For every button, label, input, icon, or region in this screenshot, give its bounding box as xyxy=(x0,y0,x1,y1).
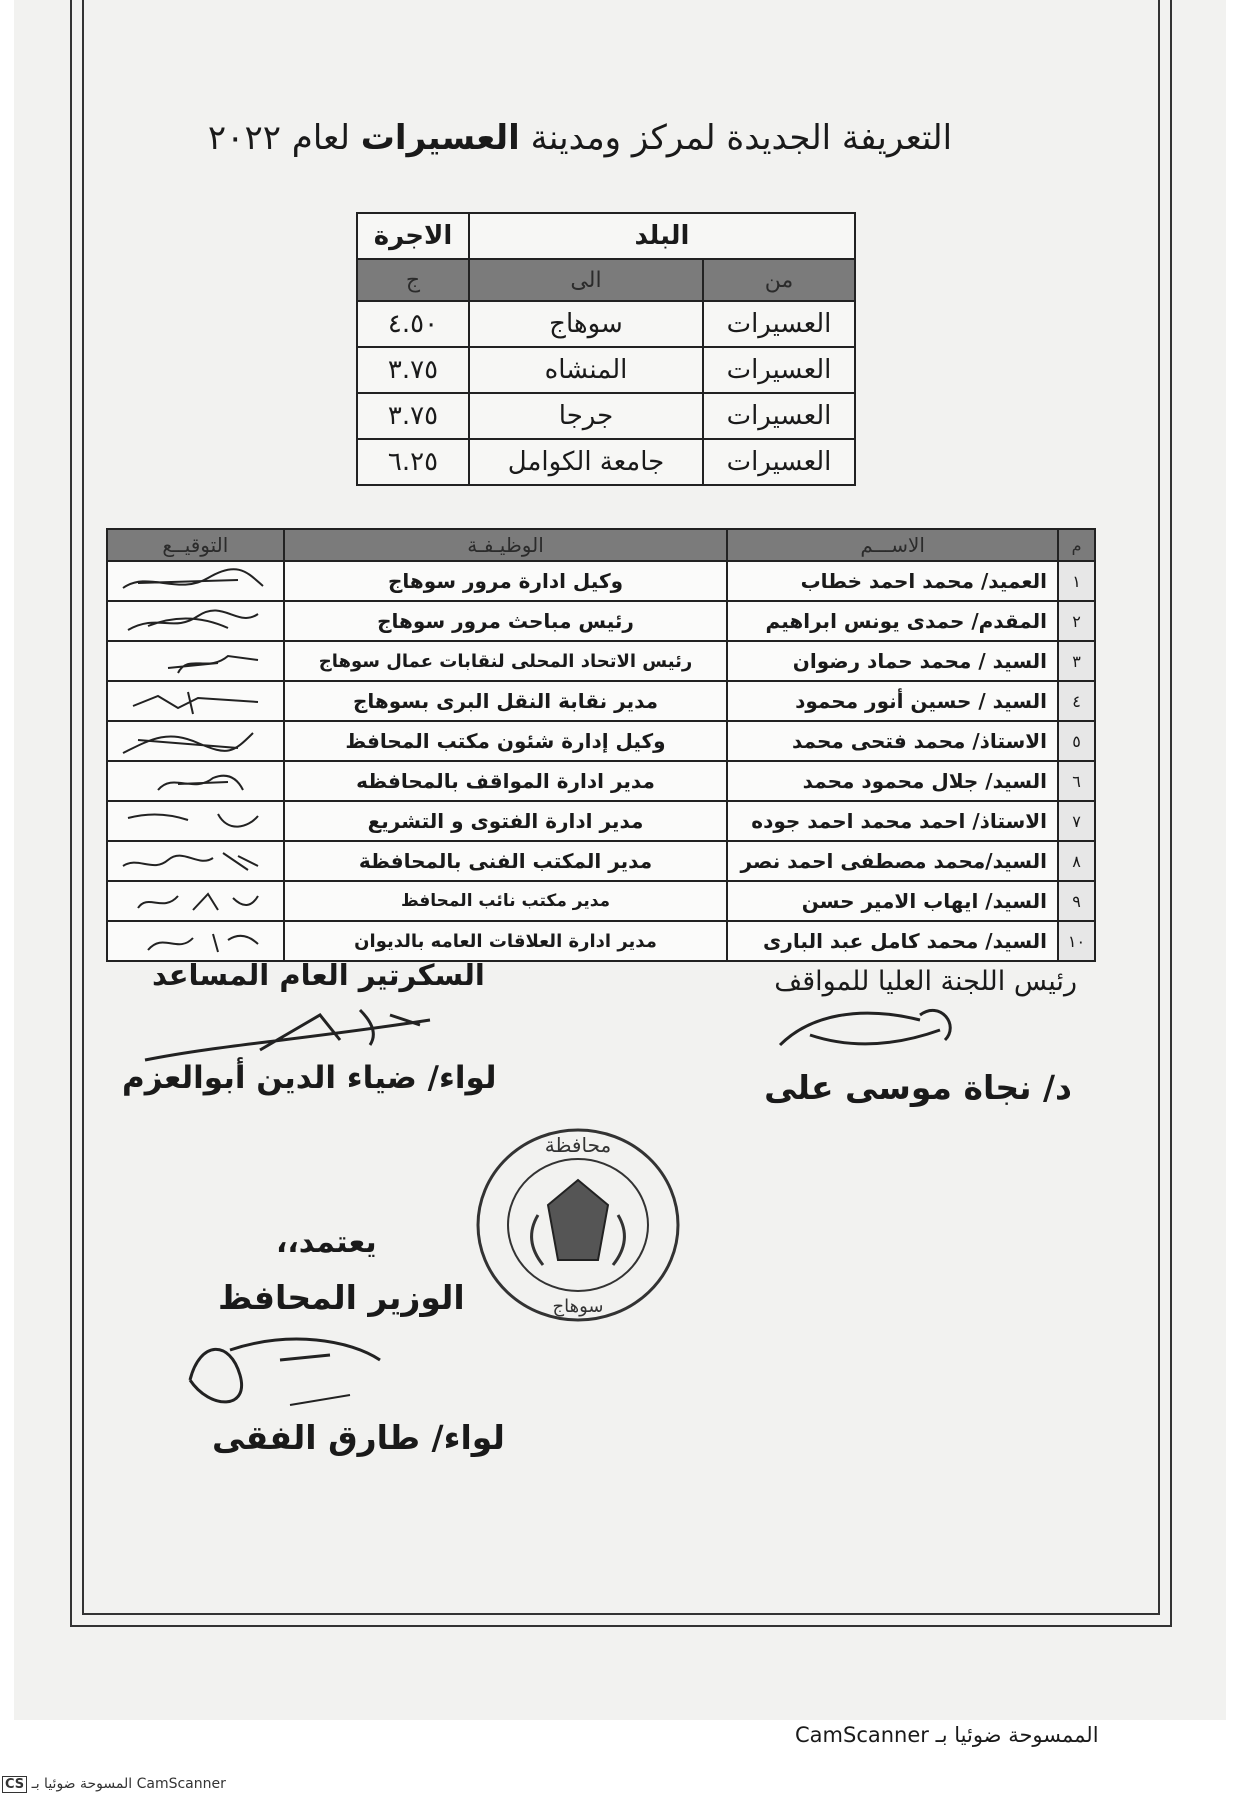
member-signature xyxy=(107,721,284,761)
fare-to: جرجا xyxy=(469,393,703,439)
fare-row xyxy=(357,393,855,439)
member-job: وكيل إدارة شئون مكتب المحافظ xyxy=(284,721,728,761)
row-number: ٥ xyxy=(1058,721,1095,761)
governor-signature-icon xyxy=(170,1320,410,1420)
committee-row xyxy=(107,761,1095,801)
signature-scribble-icon xyxy=(118,928,268,958)
member-signature xyxy=(107,761,284,801)
committee-table xyxy=(106,528,1096,962)
secretary-name: لواء/ ضياء الدين أبوالعزم xyxy=(122,1060,497,1096)
member-job: مدير ادارة المواقف بالمحافظه xyxy=(284,761,728,801)
member-signature xyxy=(107,561,284,601)
committee-header-name: الاســـم xyxy=(727,529,1058,561)
camscanner-logo xyxy=(2,1776,226,1793)
fare-value: ٦.٢٥ xyxy=(357,439,469,485)
title-town: العسيرات xyxy=(360,118,520,158)
fare-from: العسيرات xyxy=(703,393,855,439)
member-name: العميد/ محمد احمد خطاب xyxy=(727,561,1058,601)
title-year: لعام ٢٠٢٢ xyxy=(207,118,350,158)
member-name: السيد/ محمد كامل عبد البارى xyxy=(727,921,1058,961)
secretary-role: السكرتير العام المساعد xyxy=(152,958,485,992)
member-signature xyxy=(107,601,284,641)
fare-value: ٣.٧٥ xyxy=(357,347,469,393)
member-name: السيد/ جلال محمود محمد xyxy=(727,761,1058,801)
member-job: مدير مكتب نائب المحافظ xyxy=(284,881,728,921)
member-job: مدير ادارة الفتوى و التشريع xyxy=(284,801,728,841)
member-job: مدير المكتب الفنى بالمحافظة xyxy=(284,841,728,881)
member-signature xyxy=(107,801,284,841)
fare-from: العسيرات xyxy=(703,347,855,393)
row-number: ٢ xyxy=(1058,601,1095,641)
member-signature xyxy=(107,841,284,881)
committee-row xyxy=(107,721,1095,761)
governor-name: لواء/ طارق الفقى xyxy=(212,1418,505,1457)
row-number: ١ xyxy=(1058,561,1095,601)
seal-bottom-text: سوهاج xyxy=(552,1296,604,1317)
fare-row xyxy=(357,347,855,393)
committee-row xyxy=(107,641,1095,681)
row-number: ٧ xyxy=(1058,801,1095,841)
member-job: رئيس الاتحاد المحلى لنقابات عمال سوهاج xyxy=(284,641,728,681)
signature-scribble-icon xyxy=(118,848,268,878)
member-signature xyxy=(107,641,284,681)
row-number: ٤ xyxy=(1058,681,1095,721)
camscanner-logo-box: CS xyxy=(2,1776,27,1793)
fare-from: العسيرات xyxy=(703,439,855,485)
signature-scribble-icon xyxy=(118,608,268,638)
fare-row xyxy=(357,301,855,347)
title-prefix: التعريفة الجديدة لمركز ومدينة xyxy=(530,118,953,158)
committee-header-job: الوظيـفـة xyxy=(284,529,728,561)
chair-name: د/ نجاة موسى على xyxy=(764,1068,1072,1107)
fare-table xyxy=(356,212,856,486)
fare-value: ٣.٧٥ xyxy=(357,393,469,439)
committee-row xyxy=(107,801,1095,841)
committee-row xyxy=(107,561,1095,601)
fare-header-town: البلد xyxy=(469,213,855,259)
signature-scribble-icon xyxy=(118,768,268,798)
committee-row xyxy=(107,601,1095,641)
fare-to: سوهاج xyxy=(469,301,703,347)
member-name: السيد / محمد حماد رضوان xyxy=(727,641,1058,681)
document-title xyxy=(200,118,960,158)
signature-scribble-icon xyxy=(118,808,268,838)
fare-to: المنشاه xyxy=(469,347,703,393)
seal-top-text: محافظة xyxy=(544,1133,612,1157)
signature-scribble-icon xyxy=(118,568,268,598)
signature-scribble-icon xyxy=(118,728,268,758)
member-signature xyxy=(107,921,284,961)
chair-signature-icon xyxy=(770,995,970,1065)
member-job: مدير نقابة النقل البرى بسوهاج xyxy=(284,681,728,721)
signature-scribble-icon xyxy=(118,648,268,678)
committee-header-sign: التوقيــع xyxy=(107,529,284,561)
scanner-footer-text: الممسوحة ضوئيا بـ CamScanner xyxy=(795,1723,1099,1747)
camscanner-logo-text: المسوحة ضوئيا بـ CamScanner xyxy=(31,1776,226,1792)
member-name: الاستاذ/ احمد محمد احمد جوده xyxy=(727,801,1058,841)
fare-row xyxy=(357,439,855,485)
fare-header-fare: الاجرة xyxy=(357,213,469,259)
signature-scribble-icon xyxy=(118,688,268,718)
signature-scribble-icon xyxy=(118,888,268,918)
member-job: وكيل ادارة مرور سوهاج xyxy=(284,561,728,601)
committee-header-num: م xyxy=(1058,529,1095,561)
member-job: رئيس مباحث مرور سوهاج xyxy=(284,601,728,641)
fare-subheader-unit: ج xyxy=(357,259,469,301)
member-name: السيد/ ايهاب الامير حسن xyxy=(727,881,1058,921)
member-signature xyxy=(107,881,284,921)
row-number: ١٠ xyxy=(1058,921,1095,961)
fare-subheader-from: من xyxy=(703,259,855,301)
committee-row xyxy=(107,681,1095,721)
row-number: ٣ xyxy=(1058,641,1095,681)
member-name: السيد/محمد مصطفى احمد نصر xyxy=(727,841,1058,881)
governorate-seal-icon xyxy=(468,1120,688,1330)
governor-role: الوزير المحافظ xyxy=(218,1278,465,1317)
member-job: مدير ادارة العلاقات العامه بالديوان xyxy=(284,921,728,961)
member-signature xyxy=(107,681,284,721)
fare-value: ٤.٥٠ xyxy=(357,301,469,347)
member-name: الاستاذ/ محمد فتحى محمد xyxy=(727,721,1058,761)
row-number: ٨ xyxy=(1058,841,1095,881)
committee-row xyxy=(107,921,1095,961)
committee-row xyxy=(107,841,1095,881)
fare-subheader-to: الى xyxy=(469,259,703,301)
fare-from: العسيرات xyxy=(703,301,855,347)
row-number: ٦ xyxy=(1058,761,1095,801)
member-name: المقدم/ حمدى يونس ابراهيم xyxy=(727,601,1058,641)
approval-label: يعتمد،، xyxy=(276,1225,377,1260)
fare-to: جامعة الكوامل xyxy=(469,439,703,485)
row-number: ٩ xyxy=(1058,881,1095,921)
chair-role: رئيس اللجنة العليا للمواقف xyxy=(774,966,1077,997)
member-name: السيد / حسين أنور محمود xyxy=(727,681,1058,721)
committee-row xyxy=(107,881,1095,921)
